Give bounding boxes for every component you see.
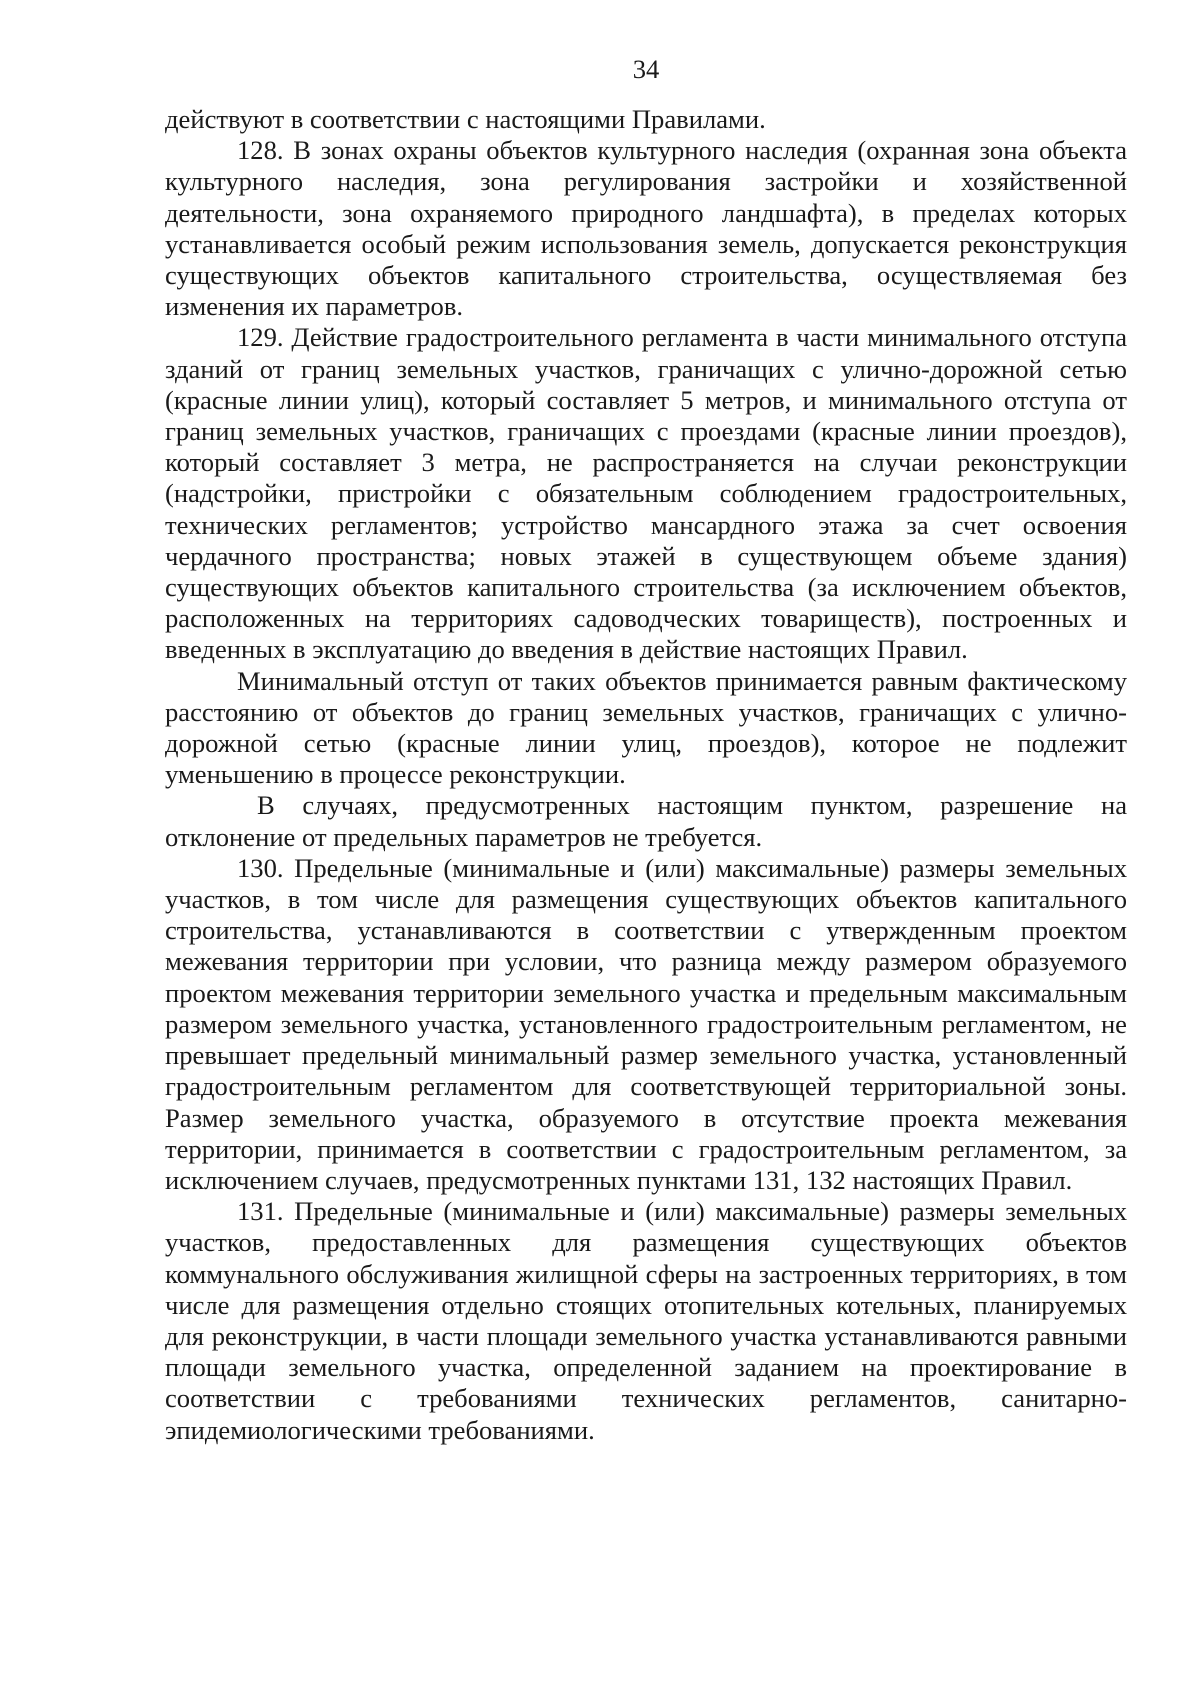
document-page xyxy=(165,54,1127,1446)
paragraph-min-offset: Минимальный отступ от таких объектов принимается равным фактическому расстоянию от объектов до границ земельных участков, граничащих с улично-дорожной сетью (красные линии улиц, проездов), которое не подлежит уменьшению в процессе реконструкции. xyxy=(165,665,1127,790)
paragraph-128: 128. В зонах охраны объектов культурного наследия (охранная зона объекта культурного наследия, зона регулирования застройки и хозяйственной деятельности, зона охраняемого природного ландшафта), в пределах которых устанавливается особый режим использования земель, допускается реконструкция существующих объектов капитального строительства, осуществляемая без изменения их параметров. xyxy=(165,135,1127,322)
paragraph-129: 129. Действие градостроительного регламента в части минимального отступа зданий от границ земельных участков, граничащих с улично-дорожной сетью (красные линии улиц), который составляет 5 метров, и минимального отступа от границ земельных участков, граничащих с проездами (красные линии проездов), который составляет 3 метра, не распространяется на случаи реконструкции (надстройки, пристройки с обязательным соблюдением градостроительных, технических регламентов; устройство мансардного этажа за счет освоения чердачного пространства; новых этажей в существующем объеме здания) существующих объектов капитального строительства (за исключением объектов, расположенных на территориях садоводческих товариществ), построенных и введенных в эксплуатацию до введения в действие настоящих Правил. xyxy=(165,322,1127,665)
page-number: 34 xyxy=(632,54,660,84)
paragraph-exception: В случаях, предусмотренных настоящим пунктом, разрешение на отклонение от предельных параметров не требуется. xyxy=(165,790,1127,852)
paragraph-131: 131. Предельные (минимальные и (или) максимальные) размеры земельных участков, предоставленных для размещения существующих объектов коммунального обслуживания жилищной сферы на застроенных территориях, в том числе для размещения отдельно стоящих отопительных котельных, планируемых для реконструкции, в части площади земельного участка устанавливаются равными площади земельного участка, определенной заданием на проектирование в соответствии с требованиями технических регламентов, санитарно-эпидемиологическими требованиями. xyxy=(165,1196,1127,1445)
paragraph-continuation: действуют в соответствии с настоящими Правилами. xyxy=(165,104,766,134)
paragraph-130: 130. Предельные (минимальные и (или) максимальные) размеры земельных участков, в том числе для размещения существующих объектов капитального строительства, устанавливаются в соответствии с утвержденным проектом межевания территории при условии, что разница между размером образуемого проектом межевания территории земельного участка и предельным максимальным размером земельного участка, установленного градостроительным регламентом, не превышает предельный минимальный размер земельного участка, установленный градостроительным регламентом для соответствующей территориальной зоны. Размер земельного участка, образуемого в отсутствие проекта межевания территории, принимается в соответствии с градостроительным регламентом, за исключением случаев, предусмотренных пунктами 131, 132 настоящих Правил. xyxy=(165,852,1127,1195)
